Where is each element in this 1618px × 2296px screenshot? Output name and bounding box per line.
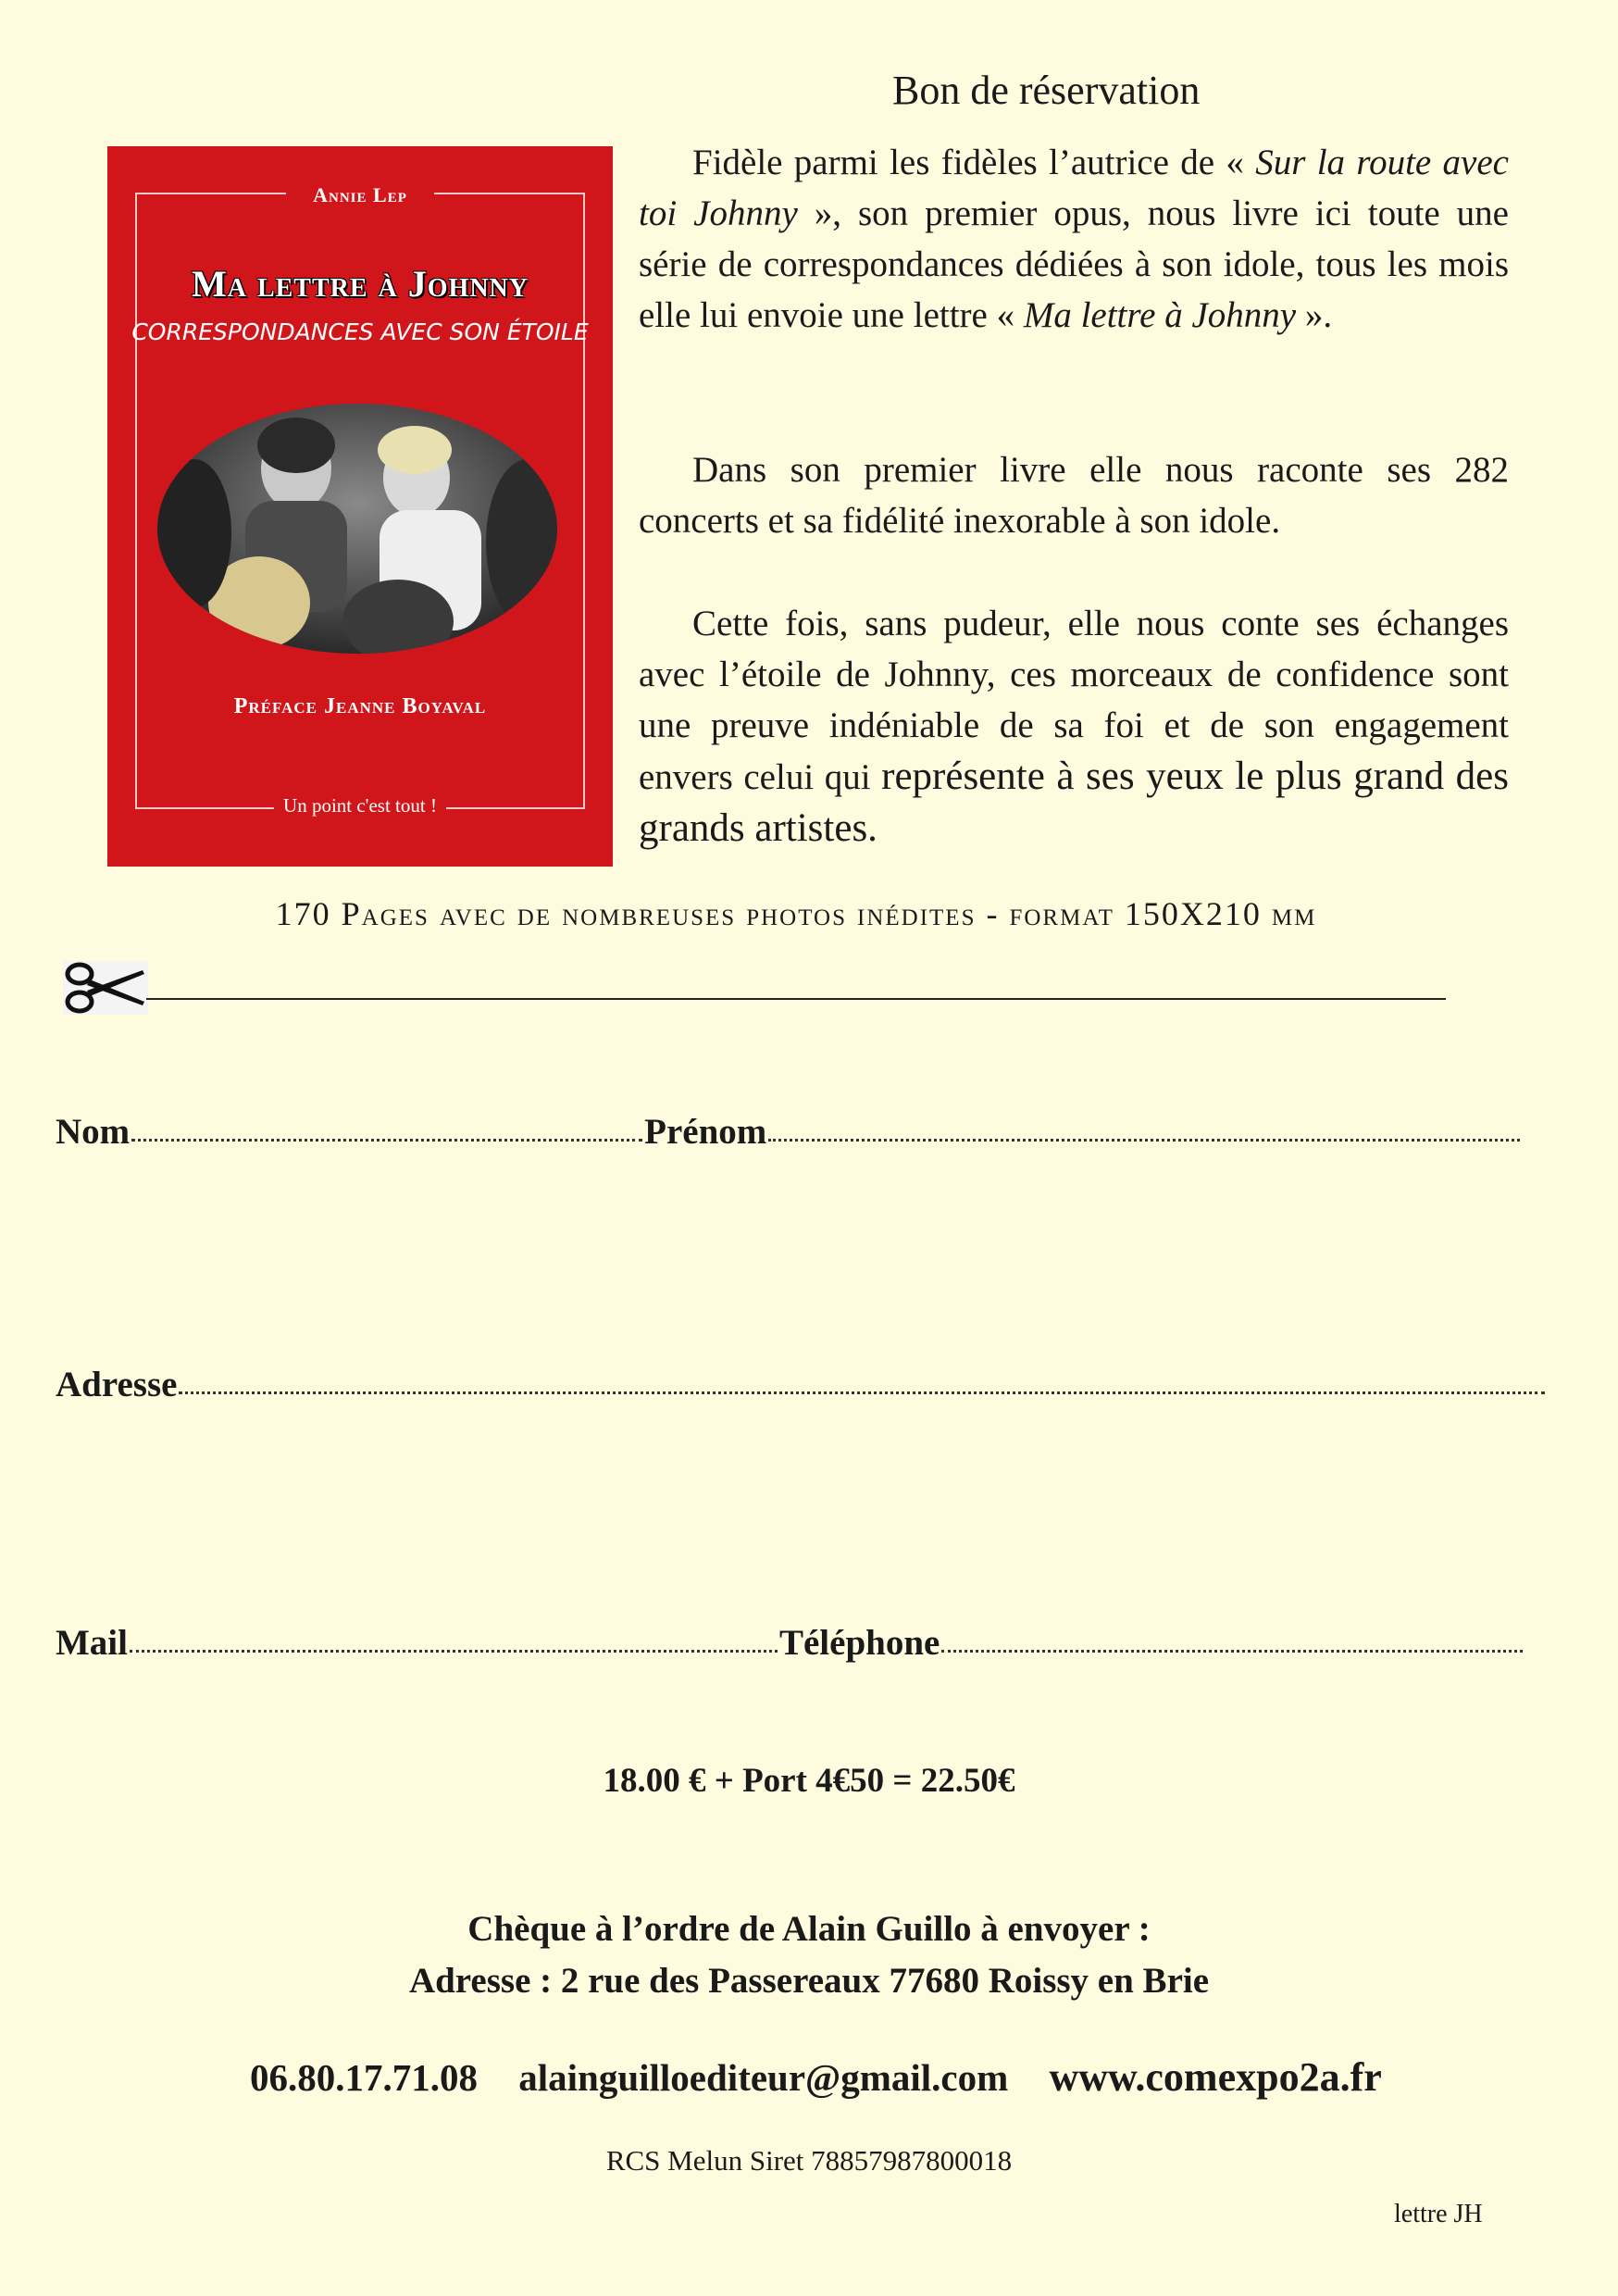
cover-author: Annie Lep (286, 183, 434, 207)
description-paragraph-2: Dans son premier livre elle nous raconte ses 282 concerts et sa fidélité inexorable à son idole. (639, 450, 1509, 541)
prenom-field[interactable] (768, 1135, 1520, 1142)
mail-field[interactable] (130, 1646, 778, 1653)
telephone-label: Téléphone (778, 1623, 940, 1663)
adresse-label: Adresse (56, 1365, 178, 1404)
cut-line (146, 998, 1446, 1000)
cover-subtitle: CORRESPONDANCES AVEC SON ÉTOILE (131, 318, 589, 345)
book-cover (107, 146, 613, 867)
cover-title: Ma lettre à Johnny (191, 263, 529, 305)
address-row (56, 1364, 1547, 1405)
email-address[interactable]: alainguilloediteur@gmail.com (518, 2056, 1009, 2099)
legal-info: RCS Melun Siret 78857987800018 (605, 2144, 1013, 2177)
payment-line-2: Adresse : 2 rue des Passereaux 77680 Roissy en Brie (408, 1961, 1210, 2001)
cover-tagline: Un point c'est tout ! (107, 794, 613, 817)
price-line: 18.00 € + Port 4€50 = 22.50€ (603, 1762, 1015, 1800)
phone-number: 06.80.17.71.08 (250, 2056, 478, 2099)
payment-instructions (0, 1903, 1618, 2007)
adresse-field[interactable] (179, 1388, 1545, 1394)
nom-field[interactable] (131, 1135, 642, 1142)
description-paragraph-1: Fidèle parmi les fidèles l’autrice de « Sur la route avec toi Johnny », son premier opus, nous livre ici toute une série de correspondances dédiées à son idole, tous les mois elle lui envoie une lettre « Ma lettre à Johnny ». (639, 143, 1509, 335)
prenom-label: Prénom (644, 1112, 767, 1152)
mail-label: Mail (56, 1623, 128, 1663)
telephone-field[interactable] (941, 1646, 1523, 1653)
contact-line (250, 2053, 1382, 2101)
nom-label: Nom (56, 1112, 131, 1152)
payment-line-1: Chèque à l’ordre de Alain Guillo à envoyer : (467, 1909, 1151, 1949)
cover-photo (157, 404, 557, 654)
cover-preface: Préface Jeanne Boyaval (233, 694, 487, 718)
document-reference: lettre JH (1394, 2200, 1483, 2228)
website-link[interactable]: www.comexpo2a.fr (1049, 2054, 1382, 2100)
scissors-icon (63, 961, 148, 1015)
contact-row (56, 1622, 1525, 1664)
form-title: Bon de réservation (892, 68, 1201, 113)
description-paragraph-3: Cette fois, sans pudeur, elle nous conte ses échanges avec l’étoile de Johnny, ces morceaux de confidence sont une preuve indéniable de sa foi et de son engagement envers celui qui représente à ses yeux le plus grand des grands artistes. (639, 604, 1509, 850)
name-row (56, 1111, 1522, 1153)
book-specs: 170 Pages avec de nombreuses photos inédites - format 150X210 mm (275, 895, 1317, 932)
